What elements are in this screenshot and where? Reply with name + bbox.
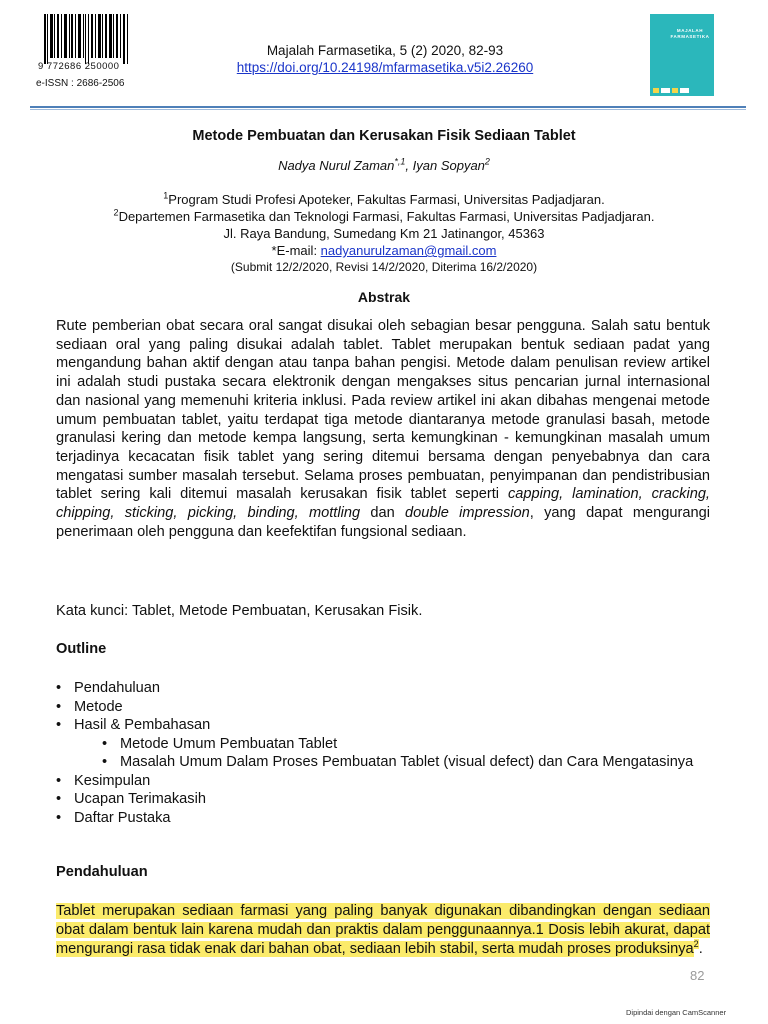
keywords: Kata kunci: Tablet, Metode Pembuatan, Kerusakan Fisik. <box>56 603 423 619</box>
scanner-watermark: Dipindai dengan CamScanner <box>626 1008 727 1017</box>
affiliation-2: $^2$Departemen Farmasetika dan Teknologi Farmasi, Fakultas Farmasi, Universitas Padjadjaran. <box>113 207 655 224</box>
cover-title: MAJALAH FARMASETIKA <box>670 28 710 39</box>
outline-heading: Outline <box>56 641 107 657</box>
journal-citation: Majalah Farmasetika, 5 (2) 2020, 82-93 <box>266 43 504 58</box>
authors <box>100 158 668 173</box>
doi-link[interactable]: https://doi.org/10.24198/mfarmasetika.v5i2.26260 <box>236 60 534 75</box>
reference-sup: 2 <box>693 939 699 950</box>
abstract-heading: Abstrak <box>357 289 411 305</box>
abstract-text: Rute pemberian obat secara oral sangat disukai oleh sebagian besar pengguna. Salah satu bentuk sediaan oral yang paling disukai adalah tablet. Tablet merupakan bentuk sediaan padat yang mengandung bahan aktif dengan atau tanpa bahan pengisi. Metode dalam penulisan review artikel ini adalah studi pustaka secara elektronik dengan mengakses situs pencarian jurnal internasional dan nasional yang memenuhi kriteria inklusi. Pada review artikel ini akan dibahas mengenai metode umum pembuatan tablet, yaitu terdapat tiga metode diantaranya metode granulasi basah, metode granulasi kering dan metode kempa langsung, serta kemungkinan - kemungkinan masalah umum terjadinya kecacatan fisik tablet yang sering ditemui bersama dengan penyebabnya dan cara mengatasi sumber masalah tersebut. Selama proses pembuatan, penyimpanan dan pendistribusian tablet sering kali ditemui masalah kerusakan fisik tablet seperti capping, lamination, cracking, chipping, sticking, picking, binding, mottling dan double impression, yang dapat mengurangi penerimaan oleh pengguna dan keefektifan fungsional sediaan. <box>56 318 710 540</box>
outline-item: • Metode <box>56 698 123 715</box>
barcode-number: 9 772686 250000 <box>38 61 120 72</box>
affiliation-1: $^1$Program Studi Profesi Apoteker, Fakultas Farmasi, Universitas Padjadjaran. <box>163 190 605 207</box>
outline-item: • Pendahuluan <box>56 680 161 696</box>
email-line <box>60 242 708 259</box>
eissn: e-ISSN : 2686-2506 <box>36 78 125 89</box>
barcode <box>42 14 132 64</box>
journal-header <box>210 42 560 76</box>
author-1: Nadya Nurul Zaman <box>278 158 395 173</box>
outline-item: • Hasil & Pembahasan <box>56 717 211 733</box>
author-2: Iyan Sopyan <box>412 158 485 173</box>
header-rule <box>30 106 746 108</box>
outline-list <box>56 679 710 827</box>
email-link[interactable]: nadyanurulzaman@gmail.com <box>320 243 497 258</box>
header-rule-secondary <box>30 109 746 110</box>
highlighted-text: Tablet merupakan sediaan farmasi yang paling banyak digunakan dibandingkan dengan sediaan obat dalam bentuk lain karena mudah dan praktis dalam penggunaannya.1 Dosis lebih akurat, dapat mengurangi rasa tidak enak dari bahan obat, sediaan lebih stabil, serta mudah proses produksinya <box>56 903 710 957</box>
pendahuluan-heading: Pendahuluan <box>56 864 148 880</box>
page-number: 82 <box>690 968 705 983</box>
journal-cover-image <box>650 14 714 96</box>
author-separator: , <box>405 158 413 173</box>
outline-item: • Daftar Pustaka <box>56 809 171 826</box>
author-2-sup: 2 <box>484 156 490 167</box>
address: Jl. Raya Bandung, Sumedang Km 21 Jatinangor, 45363 <box>223 226 545 241</box>
outline-item: • Kesimpulan <box>56 772 151 789</box>
outline-item: • Ucapan Terimakasih <box>56 791 206 807</box>
pendahuluan-text: Tablet merupakan sediaan farmasi yang paling banyak digunakan dibandingkan dengan sediaan obat dalam bentuk lain karena mudah dan praktis dalam penggunaannya.1 Dosis lebih akurat, dapat mengurangi rasa tidak enak dari bahan obat, sediaan lebih stabil, serta mudah proses produksinya$^2$. <box>56 903 710 957</box>
article-title: Metode Pembuatan dan Kerusakan Fisik Sediaan Tablet <box>192 128 576 144</box>
outline-subitem: • Masalah Umum Dalam Proses Pembuatan Tablet (visual defect) dan Cara Mengatasinya <box>102 754 694 770</box>
affiliations <box>60 191 708 276</box>
cover-logos <box>653 88 689 93</box>
outline-subitem: • Metode Umum Pembuatan Tablet <box>102 735 338 752</box>
email-label: *E-mail: <box>271 243 321 258</box>
submission-dates: (Submit 12/2/2020, Revisi 14/2/2020, Diterima 16/2/2020) <box>230 260 538 274</box>
author-1-sup: *,1 <box>394 156 406 167</box>
